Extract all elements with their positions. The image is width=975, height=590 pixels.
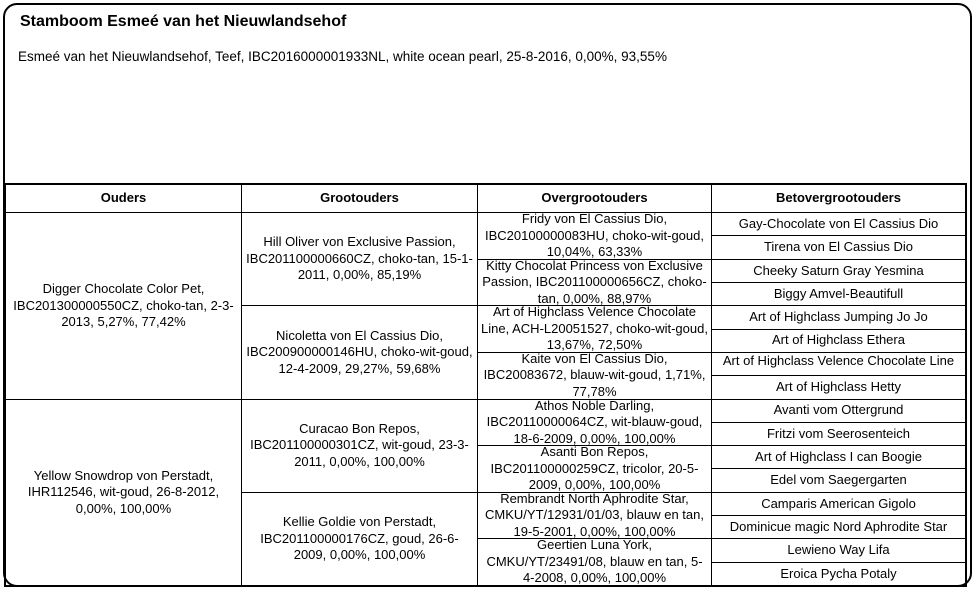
column-header-ouders: Ouders bbox=[6, 185, 241, 212]
betovergrootouders-cell: Tirena von El Cassius Dio bbox=[712, 236, 965, 258]
overgrootouders-cell: Art of Highclass Velence Chocolate Line, ACH-L20051527, choko-wit-goud, 13,67%, 72,50% bbox=[478, 306, 711, 352]
betovergrootouders-cell: Camparis American Gigolo bbox=[712, 493, 965, 515]
ouders-cell: Digger Chocolate Color Pet, IBC201300000550CZ, choko-tan, 2-3-2013, 5,27%, 77,42% bbox=[6, 213, 241, 399]
overgrootouders-cell: Fridy von El Cassius Dio, IBC20100000083HU, choko-wit-goud, 10,04%, 63,33% bbox=[478, 213, 711, 259]
betovergrootouders-cell: Avanti vom Ottergrund bbox=[712, 400, 965, 422]
overgrootouders-cell: Kitty Chocolat Princess von Exclusive Passion, IBC201100000656CZ, choko-tan, 0,00%, 88,97% bbox=[478, 260, 711, 306]
overgrootouders-cell: Rembrandt North Aphrodite Star, CMKU/YT/12931/01/03, blauw en tan, 19-5-2001, 0,00%, 100,00% bbox=[478, 493, 711, 539]
betovergrootouders-cell: Art of Highclass Hetty bbox=[712, 376, 965, 398]
grootouders-cell: Nicoletta von El Cassius Dio, IBC200900000146HU, choko-wit-goud, 12-4-2009, 29,27%, 59,68% bbox=[242, 306, 477, 398]
betovergrootouders-cell: Fritzi vom Seerosenteich bbox=[712, 423, 965, 445]
betovergrootouders-cell: Gay-Chocolate von El Cassius Dio bbox=[712, 213, 965, 235]
page-title: Stamboom Esmeé van het Nieuwlandsehof bbox=[20, 13, 347, 30]
overgrootouders-cell: Geertien Luna York, CMKU/YT/23491/08, blauw en tan, 5-4-2008, 0,00%, 100,00% bbox=[478, 539, 711, 585]
column-header-betovergrootouders: Betovergrootouders bbox=[712, 185, 965, 212]
betovergrootouders-cell: Lewieno Way Lifa bbox=[712, 539, 965, 561]
grootouders-cell: Kellie Goldie von Perstadt, IBC201100000176CZ, goud, 26-6-2009, 0,00%, 100,00% bbox=[242, 493, 477, 585]
ouders-cell: Yellow Snowdrop von Perstadt, IHR112546, wit-goud, 26-8-2012, 0,00%, 100,00% bbox=[6, 400, 241, 586]
grootouders-cell: Hill Oliver von Exclusive Passion, IBC201100000660CZ, choko-tan, 15-1-2011, 0,00%, 85,19% bbox=[242, 213, 477, 305]
betovergrootouders-cell: Art of Highclass Ethera bbox=[712, 330, 965, 352]
overgrootouders-cell: Asanti Bon Repos, IBC201100000259CZ, tricolor, 20-5-2009, 0,00%, 100,00% bbox=[478, 446, 711, 492]
betovergrootouders-cell: Cheeky Saturn Gray Yesmina bbox=[712, 260, 965, 282]
overgrootouders-cell: Athos Noble Darling, IBC20110000064CZ, wit-blauw-goud, 18-6-2009, 0,00%, 100,00% bbox=[478, 400, 711, 446]
overgrootouders-cell: Kaite von El Cassius Dio, IBC20083672, blauw-wit-goud, 1,71%, 77,78% bbox=[478, 353, 711, 399]
betovergrootouders-cell: Eroica Pycha Potaly bbox=[712, 563, 965, 585]
column-header-overgrootouders: Overgrootouders bbox=[478, 185, 711, 212]
betovergrootouders-cell: Art of Highclass Jumping Jo Jo bbox=[712, 306, 965, 328]
column-header-grootouders: Grootouders bbox=[242, 185, 477, 212]
betovergrootouders-cell: Art of Highclass I can Boogie bbox=[712, 446, 965, 468]
pedigree-table bbox=[4, 183, 967, 587]
betovergrootouders-cell: Dominicue magic Nord Aphrodite Star bbox=[712, 516, 965, 538]
subject-summary-line: Esmeé van het Nieuwlandsehof, Teef, IBC2016000001933NL, white ocean pearl, 25-8-2016, 0,00%, 93,55% bbox=[18, 49, 667, 64]
betovergrootouders-cell: Biggy Amvel-Beautifull bbox=[712, 283, 965, 305]
betovergrootouders-cell: Edel vom Saegergarten bbox=[712, 469, 965, 491]
betovergrootouders-cell: Art of Highclass Velence Chocolate Line bbox=[712, 353, 965, 375]
grootouders-cell: Curacao Bon Repos, IBC201100000301CZ, wit-goud, 23-3-2011, 0,00%, 100,00% bbox=[242, 400, 477, 492]
